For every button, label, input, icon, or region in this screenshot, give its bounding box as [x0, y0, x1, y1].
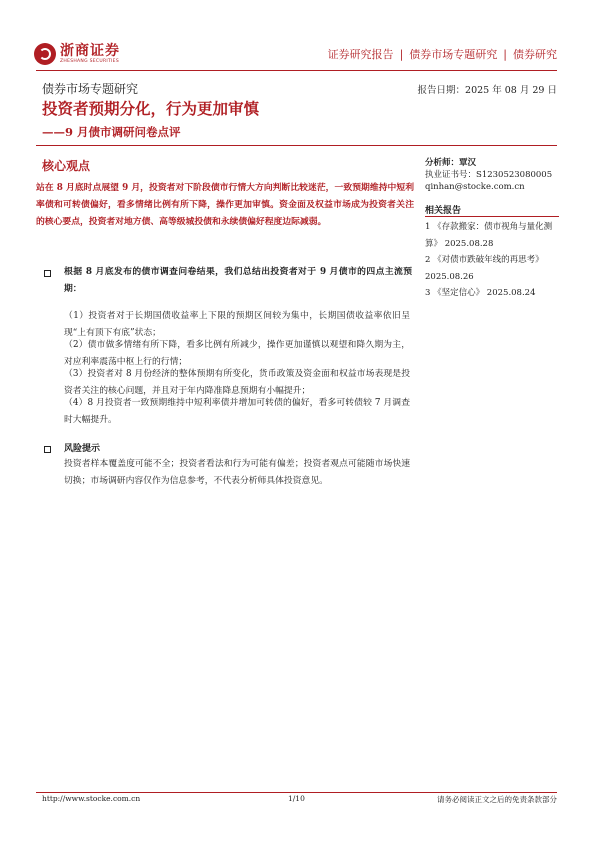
title-divider: [36, 145, 557, 146]
related-reports-list: [425, 219, 559, 302]
nav-item-securities-research: 证券研究报告: [327, 48, 394, 61]
header-category-nav: [328, 46, 557, 62]
related-reports-heading: 相关报告: [425, 206, 462, 216]
report-date-value: 2025 年 08 月 29 日: [465, 85, 557, 96]
risk-text: 投资者样本覆盖度可能不全；投资者看法和行为可能有偏差；投资者观点可能随市场快速切换；市场调研内容仅作为信息参考，不代表分析师具体投资意见。: [64, 459, 410, 486]
analyst-info: [425, 157, 552, 193]
survey-point-3: （3）投资者对 8 月份经济的整体预期有所变化，货币政策及资金面和权益市场表现是投资者关注的核心问题，并且对于年内降准降息预期有小幅提升；: [64, 369, 410, 396]
footer-divider: [36, 792, 557, 793]
core-views-heading: 核心观点: [42, 159, 91, 173]
related-report-item[interactable]: 3 《坚定信心》 2025.08.24: [425, 288, 536, 298]
bullet-square-icon: [44, 270, 51, 277]
report-date-label: 报告日期：: [417, 85, 466, 96]
nav-separator: |: [399, 48, 404, 61]
analyst-name: 覃汉: [459, 158, 477, 168]
related-divider: [425, 216, 559, 217]
report-date: [418, 82, 557, 96]
survey-point-1: （1）投资者对于长期国债收益率上下限的预期区间较为集中，长期国债收益率依旧呈现“上有顶下有底”状态；: [64, 311, 410, 338]
survey-point-2: （2）债市做多情绪有所下降，看多比例有所减少，操作更加谨慎以观望和降久期为主，对应利率震荡中枢上行的行情；: [64, 340, 410, 367]
logo-mark-icon: [34, 43, 56, 65]
analyst-cert: 执业证书号：S1230523080005: [425, 170, 553, 180]
company-logo: [34, 40, 130, 68]
footer-disclaimer: 请务必阅读正文之后的免责条款部分: [437, 795, 557, 804]
report-title: 投资者预期分化，行为更加审慎: [42, 99, 260, 118]
analyst-email[interactable]: qinhan@stocke.com.cn: [425, 182, 525, 192]
page-number: 1/10: [288, 794, 305, 803]
core-views-summary: 站在 8 月底时点展望 9 月，投资者对下阶段债市行情大方向判断比较迷茫，一致预期维持中短利率债和可转债偏好，看多情绪比例有所下降，操作更加审慎。资金面及权益市场成为投资者关注的核心要点，投资者对地方债、高等级城投债和永续债偏好程度边际减弱。: [36, 183, 414, 227]
bullet-square-icon: [44, 446, 51, 453]
survey-point-4: （4）8 月投资者一致预期维持中短利率债并增加可转债的偏好，看多可转债较 7 月调查时大幅提升。: [64, 398, 410, 425]
nav-item-bond-topic: 债券市场专题研究: [409, 48, 498, 61]
logo-name-cn: 浙商证券: [60, 42, 120, 59]
nav-item-bond-research: 债券研究: [513, 48, 557, 61]
related-report-item[interactable]: 2 《对债市跌破年线的再思考》 2025.08.26: [425, 255, 544, 282]
header-divider: [36, 70, 557, 71]
report-type: 债券市场专题研究: [42, 82, 139, 96]
nav-separator: |: [503, 48, 507, 61]
risk-heading: 风险提示: [64, 444, 101, 454]
survey-lead-paragraph: 根据 8 月底发布的债市调查问卷结果，我们总结出投资者对于 9 月债市的四点主流预期：: [64, 267, 412, 294]
footer-url[interactable]: http://www.stocke.com.cn: [42, 794, 141, 803]
logo-name-en: ZHESHANG SECURITIES: [60, 58, 119, 64]
related-report-item[interactable]: 1 《存款搬家：债市视角与量化测算》 2025.08.28: [425, 222, 553, 249]
report-subtitle: ——9 月债市调研问卷点评: [42, 125, 181, 139]
analyst-label: 分析师：: [425, 158, 460, 168]
